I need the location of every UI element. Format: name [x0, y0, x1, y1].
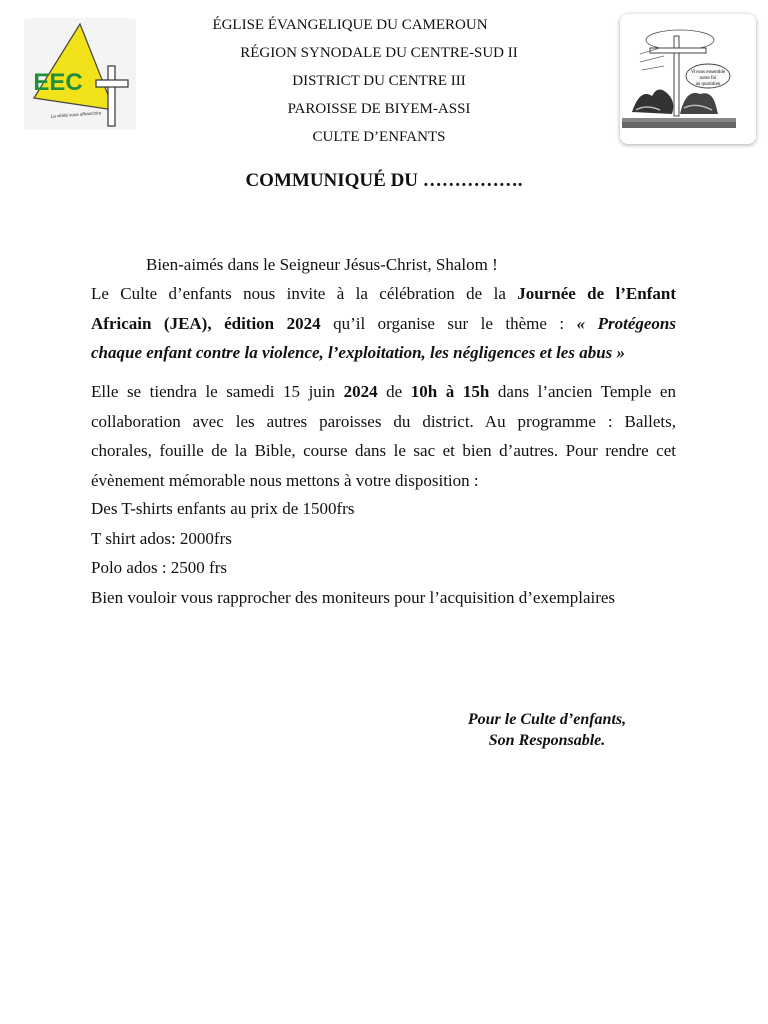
eec-logo	[24, 18, 136, 130]
logo-caption-3: au quotidien	[695, 82, 721, 87]
church-name: ÉGLISE ÉVANGELIQUE DU CAMEROUN	[212, 17, 488, 33]
greeting-text: Bien-aimés dans le Seigneur Jésus-Christ, Shalom !	[146, 255, 498, 274]
parish-name: PAROISSE DE BIYEM-ASSI	[287, 101, 471, 117]
text-span: dans l’ancien Temple en	[489, 382, 676, 401]
list-item: Des T-shirts enfants au prix de 1500frs	[91, 499, 355, 518]
signature-line-1: Pour le Culte d’enfants,	[467, 711, 627, 728]
details-line-2: collaboration avec les autres paroisses du district. Au programme : Ballets,	[91, 411, 676, 431]
invitation-line-1	[91, 279, 676, 309]
theme-text: chaque enfant contre la violence, l’exploitation, les négligences et les abus »	[91, 343, 626, 362]
event-edition: Africain (JEA), édition 2024	[91, 313, 321, 333]
event-name: Journée de l’Enfant	[517, 284, 677, 303]
paragraph-invitation	[91, 279, 676, 368]
text-span: Le Culte d’enfants nous invite à la célébration de la	[91, 284, 518, 303]
text-span: qu’il organise sur le thème :	[320, 313, 577, 333]
event-year: 2024	[343, 382, 378, 401]
price-list	[91, 494, 676, 612]
theme-start: « Protégeons	[576, 313, 676, 333]
event-hours: 10h à 15h	[410, 382, 490, 401]
list-item: T shirt ados: 2000frs	[91, 528, 232, 548]
eec-letters: EEC	[33, 69, 83, 96]
invitation-line-3	[91, 338, 676, 368]
eec-logo-graphic	[24, 18, 136, 130]
list-item: Bien vouloir vous rapprocher des moniteurs pour l’acquisition d’exemplaires	[91, 587, 616, 607]
greeting	[146, 250, 686, 280]
logo-caption-2: notre foi	[699, 76, 717, 81]
eec-caption: La vérité vous affranchira	[50, 110, 102, 119]
signature-block	[440, 709, 654, 751]
invitation-line-2	[91, 309, 676, 339]
list-item: Polo ados : 2500 frs	[91, 558, 227, 577]
details-line-4: évènement mémorable nous mettons à votre disposition :	[91, 470, 479, 490]
children-worship: CULTE D’ENFANTS	[312, 129, 446, 145]
parish-logo	[620, 14, 756, 144]
details-line-3: chorales, fouille de la Bible, course dans le sac et bien d’autres. Pour rendre cet	[91, 441, 676, 460]
synod-region: RÉGION SYNODALE DU CENTRE-SUD II	[240, 45, 518, 61]
page-title: COMMUNIQUÉ DU …………….	[245, 170, 523, 191]
district-name: DISTRICT DU CENTRE III	[292, 73, 466, 89]
paragraph-details	[91, 377, 676, 495]
text-span: de	[377, 382, 411, 401]
details-line-1	[91, 377, 676, 407]
signature-line-2: Son Responsable.	[488, 732, 606, 749]
parish-logo-graphic	[620, 14, 756, 144]
logo-caption-1: Vivons ensemble	[690, 70, 726, 75]
text-span: Elle se tiendra le samedi 15 juin	[91, 382, 344, 401]
